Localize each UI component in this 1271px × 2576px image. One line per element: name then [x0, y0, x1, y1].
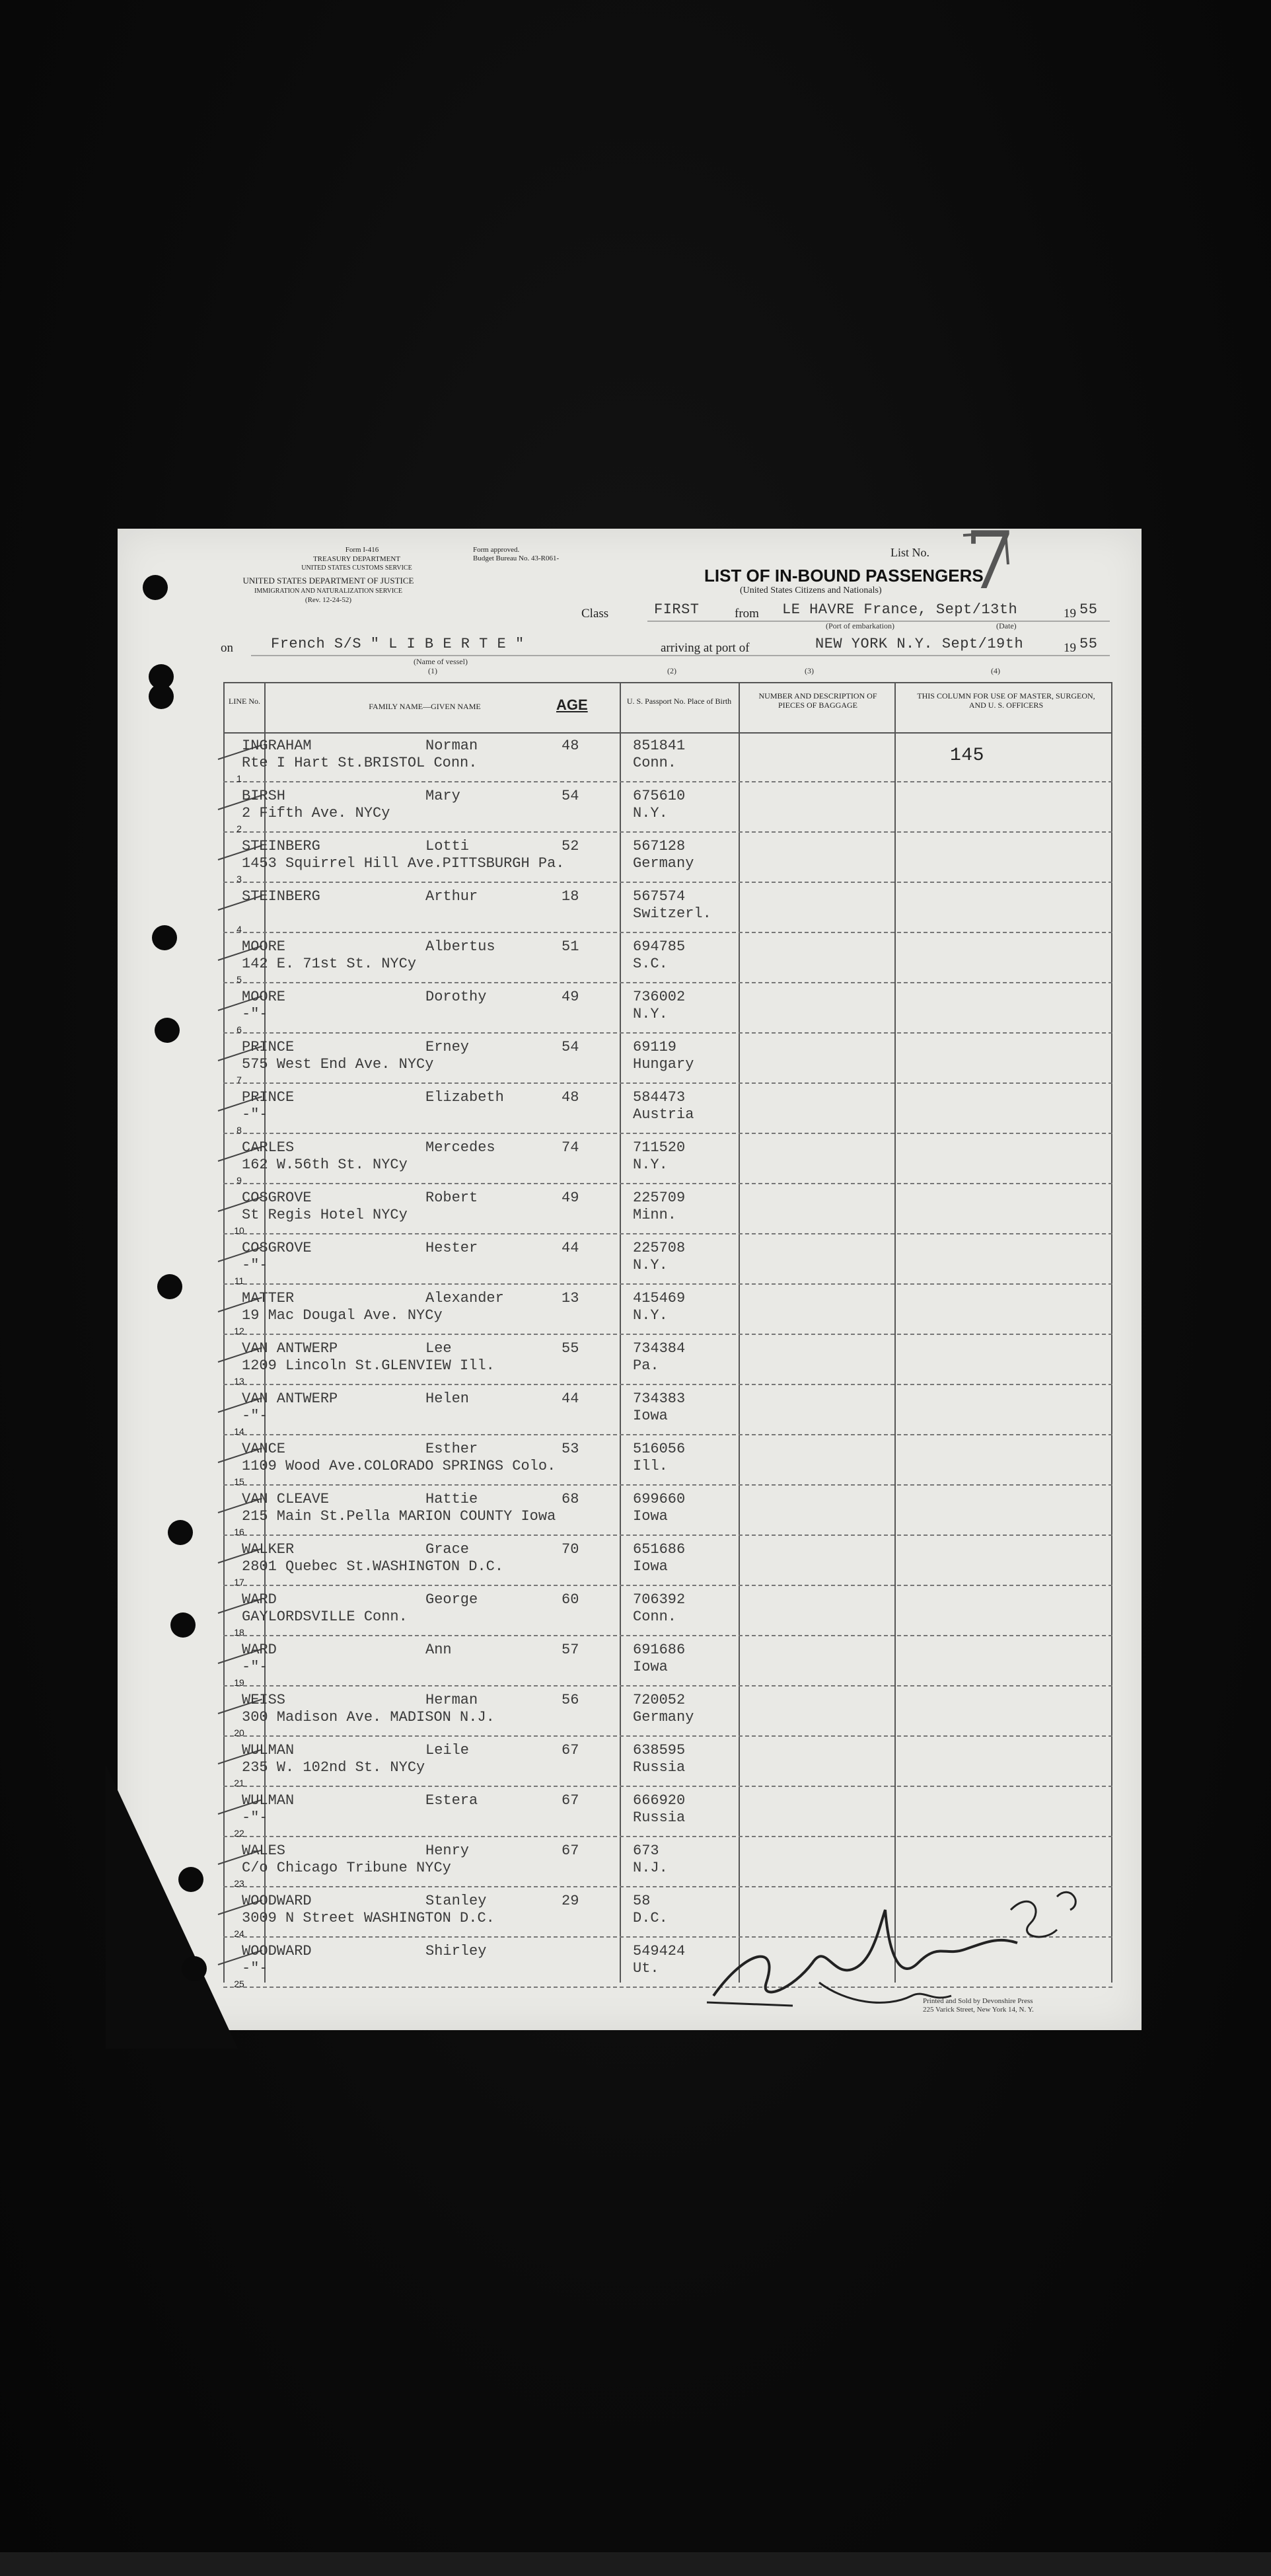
family-name: WALKER [242, 1541, 295, 1558]
given-name: Albertus [425, 938, 495, 955]
age: 55 [562, 1340, 579, 1357]
address: GAYLORDSVILLE Conn. [242, 1609, 408, 1625]
address: 162 W.56th St. NYCy [242, 1156, 408, 1173]
family-name: CARLES [242, 1139, 295, 1156]
table-row [223, 1636, 1112, 1686]
printer-line1: Printed and Sold by Devonshire Press [923, 1997, 1033, 2005]
age: 29 [562, 1893, 579, 1909]
col-header-officers: THIS COLUMN FOR USE OF MASTER, SURGEON, AND U. S. OFFICERS [917, 691, 1095, 710]
table-row [223, 1586, 1112, 1636]
passport-number: 225708 [633, 1240, 686, 1256]
given-name: Alexander [425, 1290, 504, 1307]
page-torn-corner [106, 1764, 238, 2049]
address: 1209 Lincoln St.GLENVIEW Ill. [242, 1357, 495, 1374]
passenger-table [223, 682, 1112, 1989]
punch-hole [149, 684, 174, 709]
given-name: Stanley [425, 1893, 487, 1909]
passport-number: 584473 [633, 1089, 686, 1106]
form-revision: (Rev. 12-24-52) [305, 596, 352, 604]
line-number: 7 [236, 1075, 242, 1085]
age: 44 [562, 1390, 579, 1407]
passport-number: 225709 [633, 1190, 686, 1206]
age: 49 [562, 1190, 579, 1206]
punch-hole [157, 1274, 182, 1299]
place-of-birth: Russia [633, 1759, 686, 1776]
embarkation-year: 55 [1079, 601, 1098, 618]
film-edge-strip [0, 2552, 1271, 2576]
family-name: BIRSH [242, 788, 286, 804]
given-name: Norman [425, 738, 478, 754]
address: -"- [242, 1106, 268, 1123]
line-number: 3 [236, 874, 242, 884]
address: 19 Mac Dougal Ave. NYCy [242, 1307, 443, 1324]
age: 52 [562, 838, 579, 854]
table-row [223, 1134, 1112, 1184]
place-of-birth: Ut. [633, 1960, 659, 1977]
address: 2801 Quebec St.WASHINGTON D.C. [242, 1558, 504, 1575]
line-number: 2 [236, 823, 242, 834]
line-number: 10 [234, 1225, 244, 1236]
family-name: MATTER [242, 1290, 295, 1307]
handwritten-signature [687, 1870, 1110, 2029]
punch-hole [168, 1520, 193, 1545]
family-name: WULMAN [242, 1742, 295, 1759]
table-row [223, 1486, 1112, 1536]
address: 2 Fifth Ave. NYCy [242, 805, 390, 821]
line-number: 11 [234, 1275, 244, 1286]
given-name: Mercedes [425, 1139, 495, 1156]
table-row [223, 1234, 1112, 1285]
table-row [223, 1536, 1112, 1586]
class-value: FIRST [654, 601, 700, 618]
family-name: COSGROVE [242, 1190, 312, 1206]
passport-number: 706392 [633, 1591, 686, 1608]
printer-imprint [923, 1997, 1034, 2014]
family-name: WEISS [242, 1692, 286, 1708]
passport-number: 699660 [633, 1491, 686, 1507]
address: -"- [242, 1257, 268, 1273]
punch-hole [152, 925, 177, 950]
address: 215 Main St.Pella MARION COUNTY Iowa [242, 1508, 556, 1525]
given-name: Helen [425, 1390, 470, 1407]
col3-num: (3) [805, 666, 814, 675]
port-embarkation-caption: (Port of embarkation) [826, 621, 894, 630]
given-name: Lee [425, 1340, 452, 1357]
col4-num: (4) [991, 666, 1000, 675]
place-of-birth: N.Y. [633, 1156, 668, 1173]
arrival-year: 55 [1079, 636, 1098, 652]
customs-service: UNITED STATES CUSTOMS SERVICE [301, 564, 412, 572]
table-row [223, 1034, 1112, 1084]
on-label: on [221, 641, 233, 655]
place-of-birth: Russia [633, 1809, 686, 1826]
place-of-birth: Hungary [633, 1056, 694, 1073]
vessel-caption: (Name of vessel) [414, 657, 468, 666]
col-header-line-no: LINE No. [229, 697, 260, 706]
given-name: Dorothy [425, 989, 487, 1005]
given-name: Ann [425, 1642, 452, 1658]
line-number: 6 [236, 1024, 242, 1035]
place-of-birth: N.Y. [633, 1257, 668, 1273]
passport-number: 567574 [633, 888, 686, 905]
age: 54 [562, 1039, 579, 1055]
treasury-dept: TREASURY DEPARTMENT [312, 555, 401, 563]
line-number: 4 [236, 924, 242, 934]
address: 575 West End Ave. NYCy [242, 1056, 434, 1073]
place-of-birth: N.Y. [633, 805, 668, 821]
given-name: George [425, 1591, 478, 1608]
given-name: Herman [425, 1692, 478, 1708]
family-name: MOORE [242, 989, 286, 1005]
address: -"- [242, 1960, 268, 1977]
place-of-birth: N.Y. [633, 1307, 668, 1324]
place-of-birth: D.C. [633, 1910, 668, 1926]
printer-line2: 225 Varick Street, New York 14, N. Y. [923, 2006, 1034, 2014]
vessel-caption-num: (1) [428, 666, 437, 675]
table-row [223, 933, 1112, 983]
embarkation-value: LE HAVRE France, Sept/13th [782, 601, 1018, 618]
table-row [223, 1435, 1112, 1486]
line-number: 14 [234, 1426, 244, 1437]
family-name: VAN ANTWERP [242, 1390, 338, 1407]
age: 56 [562, 1692, 579, 1708]
table-row [223, 1686, 1112, 1737]
given-name: Robert [425, 1190, 478, 1206]
line-number: 16 [234, 1527, 244, 1537]
punch-hole [143, 575, 168, 600]
line-number: 21 [234, 1778, 244, 1788]
line-number: 5 [236, 974, 242, 985]
table-row [223, 732, 1112, 782]
arriving-label: arriving at port of [661, 641, 750, 655]
address: 235 W. 102nd St. NYCy [242, 1759, 425, 1776]
address: 3009 N Street WASHINGTON D.C. [242, 1910, 495, 1926]
age: 48 [562, 1089, 579, 1106]
age: 60 [562, 1591, 579, 1608]
family-name: WARD [242, 1591, 277, 1608]
given-name: Shirley [425, 1943, 487, 1959]
place-of-birth: Iowa [633, 1558, 668, 1575]
table-row [223, 1737, 1112, 1787]
ins-heading: IMMIGRATION AND NATURALIZATION SERVICE [254, 587, 402, 595]
passport-number: 549424 [633, 1943, 686, 1959]
table-row [223, 883, 1112, 933]
list-no-handwritten: 7 [964, 515, 1015, 607]
age: 48 [562, 738, 579, 754]
line-number: 24 [234, 1928, 244, 1939]
age: 54 [562, 788, 579, 804]
passport-number: 638595 [633, 1742, 686, 1759]
line-number: 13 [234, 1376, 244, 1386]
age: 51 [562, 938, 579, 955]
approval-note: Form approved. [473, 546, 520, 554]
punch-hole [182, 1956, 207, 1981]
address: 1109 Wood Ave.COLORADO SPRINGS Colo. [242, 1458, 556, 1474]
from-label: from [735, 607, 759, 621]
given-name: Esther [425, 1441, 478, 1457]
table-top-rule [223, 682, 1112, 683]
family-name: WARD [242, 1642, 277, 1658]
year-prefix: 19 [1064, 607, 1076, 621]
address: -"- [242, 1809, 268, 1826]
age: 67 [562, 1842, 579, 1859]
given-name: Estera [425, 1792, 478, 1809]
place-of-birth: Germany [633, 855, 694, 872]
place-of-birth: Conn. [633, 1609, 677, 1625]
family-name: PRINCE [242, 1039, 295, 1055]
given-name: Elizabeth [425, 1089, 504, 1106]
place-of-birth: N.Y. [633, 1006, 668, 1022]
place-of-birth: Germany [633, 1709, 694, 1725]
place-of-birth: Pa. [633, 1357, 659, 1374]
table-row [223, 1335, 1112, 1385]
form-subtitle: (United States Citizens and Nationals) [740, 586, 882, 595]
given-name: Henry [425, 1842, 470, 1859]
given-name: Hattie [425, 1491, 478, 1507]
line-number: 20 [234, 1727, 244, 1738]
col-header-passport: U. S. Passport No. Place of Birth [626, 697, 732, 706]
family-name: MOORE [242, 938, 286, 955]
officer-tally: 145 [950, 745, 984, 766]
age: 67 [562, 1742, 579, 1759]
age: 68 [562, 1491, 579, 1507]
passport-number: 851841 [633, 738, 686, 754]
passport-number: 734383 [633, 1390, 686, 1407]
place-of-birth: Austria [633, 1106, 694, 1123]
family-name: WOODWARD [242, 1943, 312, 1959]
address: -"- [242, 1006, 268, 1022]
passport-number: 720052 [633, 1692, 686, 1708]
passport-number: 675610 [633, 788, 686, 804]
table-row [223, 983, 1112, 1034]
age: 57 [562, 1642, 579, 1658]
address: C/o Chicago Tribune NYCy [242, 1860, 451, 1876]
family-name: WOODWARD [242, 1893, 312, 1909]
date-caption: (Date) [996, 621, 1017, 630]
table-row [223, 1184, 1112, 1234]
given-name: Erney [425, 1039, 470, 1055]
place-of-birth: Minn. [633, 1207, 677, 1223]
line-number: 9 [236, 1175, 242, 1186]
passport-number: 651686 [633, 1541, 686, 1558]
passport-number: 736002 [633, 989, 686, 1005]
place-of-birth: Iowa [633, 1508, 668, 1525]
age: 67 [562, 1792, 579, 1809]
table-row [223, 782, 1112, 833]
address: 1453 Squirrel Hill Ave.PITTSBURGH Pa. [242, 855, 565, 872]
place-of-birth: Iowa [633, 1408, 668, 1424]
family-name: WULMAN [242, 1792, 295, 1809]
punch-hole [178, 1867, 203, 1892]
col-header-baggage: NUMBER AND DESCRIPTION OF PIECES OF BAGGAGE [758, 691, 877, 710]
age: 18 [562, 888, 579, 905]
place-of-birth: Ill. [633, 1458, 668, 1474]
address: Rte I Hart St.BRISTOL Conn. [242, 755, 478, 771]
address: -"- [242, 1408, 268, 1424]
age: 53 [562, 1441, 579, 1457]
line-number: 17 [234, 1577, 244, 1587]
age: 74 [562, 1139, 579, 1156]
passport-number: 711520 [633, 1139, 686, 1156]
passport-number: 69119 [633, 1039, 677, 1055]
family-name: INGRAHAM [242, 738, 312, 754]
table-row [223, 1084, 1112, 1134]
age: 13 [562, 1290, 579, 1307]
line-number: 25 [234, 1979, 244, 1989]
list-no-box [959, 529, 1012, 568]
line-number: 23 [234, 1878, 244, 1889]
line-number: 15 [234, 1476, 244, 1487]
place-of-birth: Iowa [633, 1659, 668, 1675]
passport-number: 691686 [633, 1642, 686, 1658]
address: 300 Madison Ave. MADISON N.J. [242, 1709, 495, 1725]
table-row [223, 1285, 1112, 1335]
col-header-age: AGE [556, 697, 588, 713]
line-number: 1 [236, 773, 242, 784]
place-of-birth: Switzerl. [633, 905, 711, 922]
given-name: Leile [425, 1742, 470, 1759]
family-name: COSGROVE [242, 1240, 312, 1256]
class-label: Class [581, 607, 609, 621]
passport-number: 734384 [633, 1340, 686, 1357]
family-name: STEINBERG [242, 888, 320, 905]
given-name: Mary [425, 788, 460, 804]
line-number: 12 [234, 1326, 244, 1336]
family-name: VAN CLEAVE [242, 1491, 330, 1507]
age: 44 [562, 1240, 579, 1256]
line-number: 22 [234, 1828, 244, 1838]
passport-number: 415469 [633, 1290, 686, 1307]
place-of-birth: Conn. [633, 755, 677, 771]
form-number: Form I-416 [345, 546, 379, 554]
age: 70 [562, 1541, 579, 1558]
arrival-port: NEW YORK N.Y. Sept/19th [815, 636, 1024, 652]
place-of-birth: N.J. [633, 1860, 668, 1876]
line-number: 18 [234, 1627, 244, 1638]
line-number: 8 [236, 1125, 242, 1135]
list-no-label: List No. [890, 546, 930, 559]
family-name: PRINCE [242, 1089, 295, 1106]
passport-number: 673 [633, 1842, 659, 1859]
given-name: Grace [425, 1541, 470, 1558]
given-name: Hester [425, 1240, 478, 1256]
passport-number: 666920 [633, 1792, 686, 1809]
table-row [223, 1385, 1112, 1435]
given-name: Lotti [425, 838, 470, 854]
address: -"- [242, 1659, 268, 1675]
col-header-name: FAMILY NAME—GIVEN NAME [369, 702, 481, 711]
place-of-birth: S.C. [633, 956, 668, 972]
given-name: Arthur [425, 888, 478, 905]
table-row [223, 833, 1112, 883]
family-name: VAN ANTWERP [242, 1340, 338, 1357]
passport-number: 58 [633, 1893, 651, 1909]
doj-heading: UNITED STATES DEPARTMENT OF JUSTICE [242, 576, 414, 586]
table-row [223, 1787, 1112, 1837]
punch-hole [170, 1612, 196, 1638]
passport-number: 694785 [633, 938, 686, 955]
address: St Regis Hotel NYCy [242, 1207, 408, 1223]
passport-number: 516056 [633, 1441, 686, 1457]
family-name: STEINBERG [242, 838, 320, 854]
passport-number: 567128 [633, 838, 686, 854]
age: 49 [562, 989, 579, 1005]
family-name: VANCE [242, 1441, 286, 1457]
col2-num: (2) [667, 666, 676, 675]
line-number: 19 [234, 1677, 244, 1688]
family-name: WALES [242, 1842, 286, 1859]
year-prefix: 19 [1064, 641, 1076, 655]
budget-bureau-no: Budget Bureau No. 43-R061- [473, 554, 560, 562]
vessel-name: French S/S " L I B E R T E " [271, 636, 525, 652]
vessel-underline [251, 654, 1110, 657]
form-title: LIST OF IN-BOUND PASSENGERS [704, 566, 984, 586]
address: 142 E. 71st St. NYCy [242, 956, 417, 972]
punch-hole [155, 1018, 180, 1043]
